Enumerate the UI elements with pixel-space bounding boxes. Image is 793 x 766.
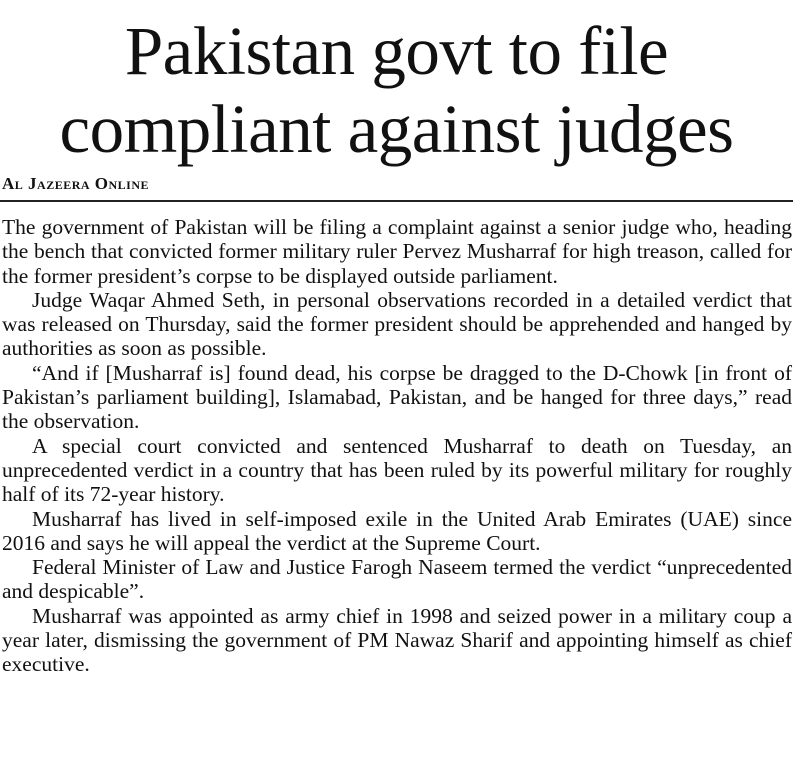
headline-line-1: Pakistan govt to file <box>124 13 669 89</box>
byline-divider <box>0 200 793 202</box>
article-headline <box>0 0 793 168</box>
article-paragraph: The government of Pakistan will be filing a complaint against a senior judge who, heading the bench that convicted former military ruler Pervez Musharraf for high treason, called for the former president’s corpse to be displayed outside parliament. <box>2 215 792 288</box>
article-paragraph: A special court convicted and sentenced Musharraf to death on Tuesday, an unprecedented verdict in a country that has been ruled by its powerful military for roughly half of its 72-year history. <box>2 433 792 507</box>
article-paragraph: Musharraf was appointed as army chief in 1998 and seized power in a military coup a year later, dismissing the government of PM Nawaz Sharif and appointing himself as chief executive. <box>2 603 792 677</box>
article-paragraph: Federal Minister of Law and Justice Farogh Naseem termed the verdict “unprecedented and despicable”. <box>2 555 792 604</box>
article-paragraph: “And if [Musharraf is] found dead, his corpse be dragged to the D-Chowk [in front of Pakistan’s parliament building], Islamabad, Pakistan, and be hanged for three days,” read the observation. <box>2 360 792 434</box>
article-paragraph: Musharraf has lived in self-imposed exile in the United Arab Emirates (UAE) since 2016 and says he will appeal the verdict at the Supreme Court. <box>2 506 792 555</box>
article-paragraph: Judge Waqar Ahmed Seth, in personal observations recorded in a detailed verdict that was released on Thursday, said the former president should be apprehended and hanged by authorities as soon as possible. <box>2 287 792 361</box>
article-body <box>0 215 793 677</box>
article-byline: Al Jazeera Online <box>2 174 150 193</box>
headline-line-2: compliant against judges <box>59 91 734 167</box>
